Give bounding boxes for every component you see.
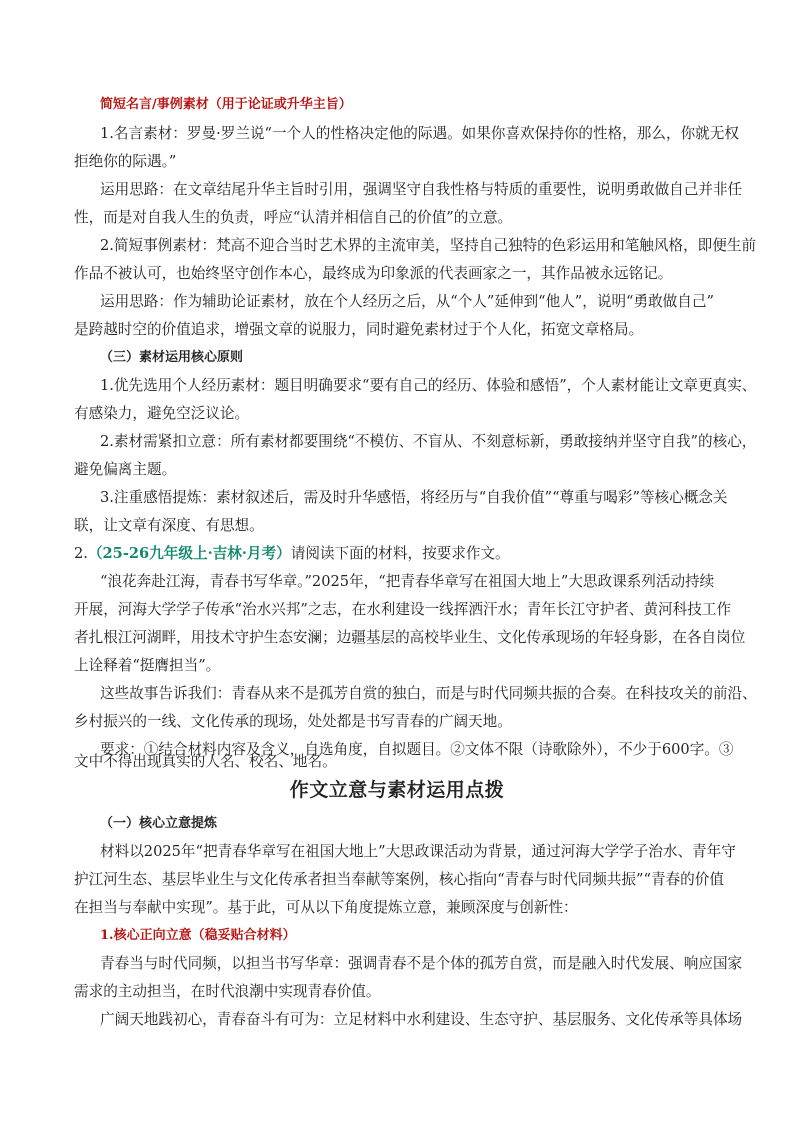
question-number: 2. — [74, 545, 88, 562]
usage-idea-1-line1: 运用思路：在文章结尾升华主旨时引用，强调坚守自我性格与特质的重要性，说明勇敢做自己并非任 — [100, 181, 743, 198]
section-heading-core-idea: （一）核心立意提炼 — [100, 816, 218, 831]
usage-idea-1-line2: 性，而是对自我人生的负责，呼应“认清并相信自己的价值”的立意。 — [74, 209, 513, 226]
section-heading-positive-idea: 1.核心正向立意（稳妥贴合材料） — [100, 928, 296, 943]
principle-2-line2: 避免偏离主题。 — [74, 461, 177, 478]
positive-idea-1-line2: 需求的主动担当，在时代浪潮中实现青春价值。 — [74, 983, 381, 1000]
positive-idea-2-line1: 广阔天地践初心，青春奋斗有可为：立足材料中水利建设、生态守护、基层服务、文化传承等具体场 — [100, 1011, 743, 1028]
core-idea-line2: 护江河生态、基层毕业生与文化传承者担当奉献等案例，核心指向“青春与时代同频共振”“青春的价值 — [74, 871, 724, 888]
question-2-header — [74, 544, 510, 564]
principle-1-line1: 1.优先选用个人经历素材：题目明确要求“要有自己的经历、体验和感悟”，个人素材能让文章更真实、 — [100, 377, 757, 394]
requirements-line1: 要求：①结合材料内容及含义，自选角度，自拟题目。②文体不限（诗歌除外），不少于600字。③ — [100, 741, 734, 758]
positive-idea-1-line1: 青春当与时代同频，以担当书写华章：强调青春不是个体的孤芳自赏，而是融入时代发展、响应国家 — [100, 955, 743, 972]
usage-idea-2-line2: 是跨越时空的价值追求，增强文章的说服力，同时避免素材过于个人化，拓宽文章格局。 — [74, 321, 644, 338]
principle-3-line1: 3.注重感悟提炼：素材叙述后，需及时升华感悟，将经历与“自我价值”“尊重与喝彩”等核心概念关 — [100, 489, 728, 506]
material-p1-line1: “浪花奔赴江海，青春书写华章。”2025年，“把青春华章写在祖国大地上”大思政课系列活动持续 — [100, 573, 715, 590]
principle-3-line2: 联，让文章有深度、有思想。 — [74, 517, 264, 534]
usage-idea-2-line1: 运用思路：作为辅助论证素材，放在个人经历之后，从“个人”延伸到“他人”，说明“勇敢做自己” — [100, 293, 714, 310]
quote-material-line1: 1.名言素材：罗曼·罗兰说“一个人的性格决定他的际遇。如果你喜欢保持你的性格，那么，你就无权 — [100, 125, 739, 142]
section-heading-material: 简短名言/事例素材（用于论证或升华主旨） — [100, 97, 352, 112]
material-p1-line2: 开展，河海大学学子传承“治水兴邦”之志，在水利建设一线挥洒汗水；青年长江守护者、黄河科技工作 — [74, 601, 732, 618]
core-idea-line3: 在担当与奉献中实现”。基于此，可从以下角度提炼立意，兼顾深度与创新性： — [74, 899, 578, 916]
requirements-line2: 文中不得出现真实的人名、校名、地名。 — [74, 753, 337, 770]
core-idea-line1: 材料以2025年“把青春华章写在祖国大地上”大思政课活动为背景，通过河海大学学子治水、青年守 — [100, 843, 736, 860]
example-material-line2: 作品不被认可，也始终坚守创作本心，最终成为印象派的代表画家之一，其作品被永远铭记。 — [74, 265, 673, 282]
material-p1-line4: 上诠释着“挺膺担当”。 — [74, 657, 221, 674]
principle-1-line2: 有感染力，避免空泛议论。 — [74, 405, 250, 422]
material-p2-line2: 乡村振兴的一线、文化传承的现场，处处都是书写青春的广阔天地。 — [74, 713, 512, 730]
section-heading-principles: （三）素材运用核心原则 — [100, 350, 244, 365]
page-title: 作文立意与素材运用点拨 — [289, 779, 505, 801]
material-p1-line3: 者扎根江河湖畔，用技术守护生态安澜；边疆基层的高校毕业生、文化传承现场的年轻身影，在各自岗位 — [74, 629, 746, 646]
principle-2-line1: 2.素材需紧扣立意：所有素材都要围绕“不模仿、不盲从、不刻意标新，勇敢接纳并坚守自我”的核心， — [100, 433, 757, 450]
material-p2-line1: 这些故事告诉我们：青春从来不是孤芳自赏的独白，而是与时代同频共振的合奏。在科技攻关的前沿、 — [100, 685, 757, 702]
question-prompt: 请阅读下面的材料，按要求作文。 — [290, 545, 510, 562]
example-material-line1: 2.简短事例素材：梵高不迎合当时艺术界的主流审美，坚持自己独特的色彩运用和笔触风格，即便生前 — [100, 237, 757, 254]
question-source: （25-26九年级上·吉林·月考） — [87, 545, 291, 562]
quote-material-line2: 拒绝你的际遇。” — [74, 153, 177, 170]
